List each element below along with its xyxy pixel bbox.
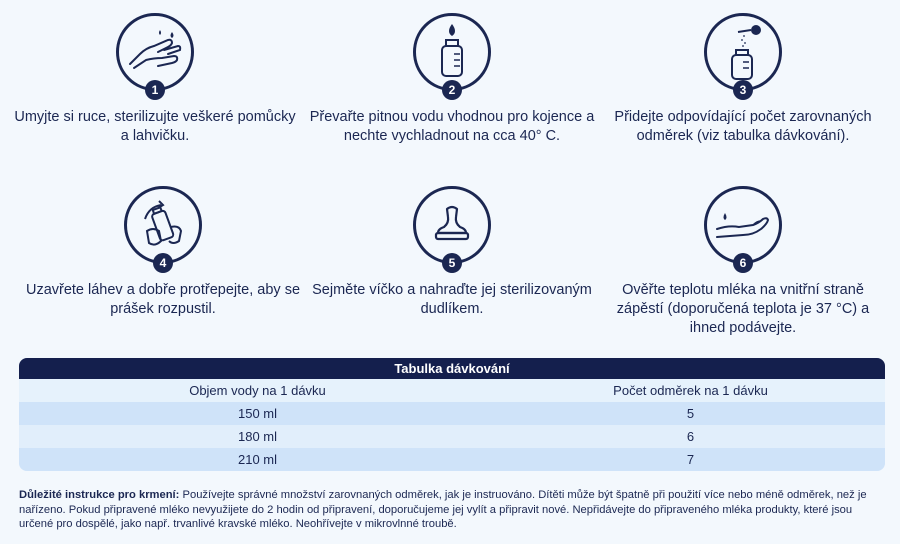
step-number: 1: [145, 80, 165, 100]
step-text: Převařte pitnou vodu vhodnou pro kojence a nechte vychladnout na cca 40° C.: [309, 109, 595, 144]
step-text: Uzavřete láhev a dobře protřepejte, aby se prášek rozpustil.: [25, 282, 301, 317]
scoop-count-cell: 7: [686, 452, 695, 467]
note-label: Důležité instrukce pro krmení:: [19, 489, 180, 501]
scoop-count-cell: 6: [686, 429, 695, 444]
step-number: 3: [733, 80, 753, 100]
step-5: [307, 183, 597, 319]
step-4-badge: [121, 183, 205, 270]
step-5-badge: [410, 183, 494, 270]
table-title: Tabulka dávkování: [19, 358, 885, 379]
step-number: 2: [442, 80, 462, 100]
table-header-row: [19, 379, 885, 402]
table-row: [19, 402, 885, 425]
step-2-badge: [410, 10, 494, 97]
step-6-badge: [701, 183, 785, 270]
column-header-water: Objem vody na 1 dávku: [189, 383, 326, 398]
step-1: [10, 10, 300, 146]
step-number: 4: [153, 253, 173, 273]
feeding-instructions-note: [19, 488, 885, 532]
step-text: Sejměte víčko a nahraďte jej sterilizovaným dudlíkem.: [312, 282, 592, 317]
step-3: [598, 10, 888, 146]
table-row: [19, 448, 885, 471]
step-number: 6: [733, 253, 753, 273]
step-3-badge: [701, 10, 785, 97]
dosage-table: [19, 358, 885, 471]
water-volume-cell: 150 ml: [237, 406, 278, 421]
step-4: [18, 183, 308, 319]
column-header-scoops: Počet odměrek na 1 dávku: [613, 383, 768, 398]
scoop-count-cell: 5: [686, 406, 695, 421]
step-text: Ověřte teplotu mléka na vnitřní straně zápěstí (doporučená teplota je 37 °C) a ihned podávejte.: [616, 282, 870, 336]
step-text: Umyjte si ruce, sterilizujte veškeré pomůcky a lahvičku.: [14, 109, 296, 144]
table-row: [19, 425, 885, 448]
water-volume-cell: 180 ml: [237, 429, 278, 444]
step-text: Přidejte odpovídající počet zarovnaných odměrek (viz tabulka dávkování).: [614, 109, 872, 144]
water-volume-cell: 210 ml: [237, 452, 278, 467]
step-2: [307, 10, 597, 146]
step-1-badge: [113, 10, 197, 97]
step-6: [598, 183, 888, 338]
note-text: Používejte správné množství zarovnaných odměrek, jak je instruováno. Dítěti může být špatně při použití více nebo méně odměrek, než je nařízeno. Pokud připravené mléko nevyužijete do 2 hodin od připravení, doporučujeme jej vylít a připravit nové. Nepřidávejte do připraveného mléka produkty, které jsou určené pro dospělé, jako např. trvanlivé kravské mléko. Neohřívejte v mikrovlnné troubě.: [19, 489, 867, 530]
step-number: 5: [442, 253, 462, 273]
